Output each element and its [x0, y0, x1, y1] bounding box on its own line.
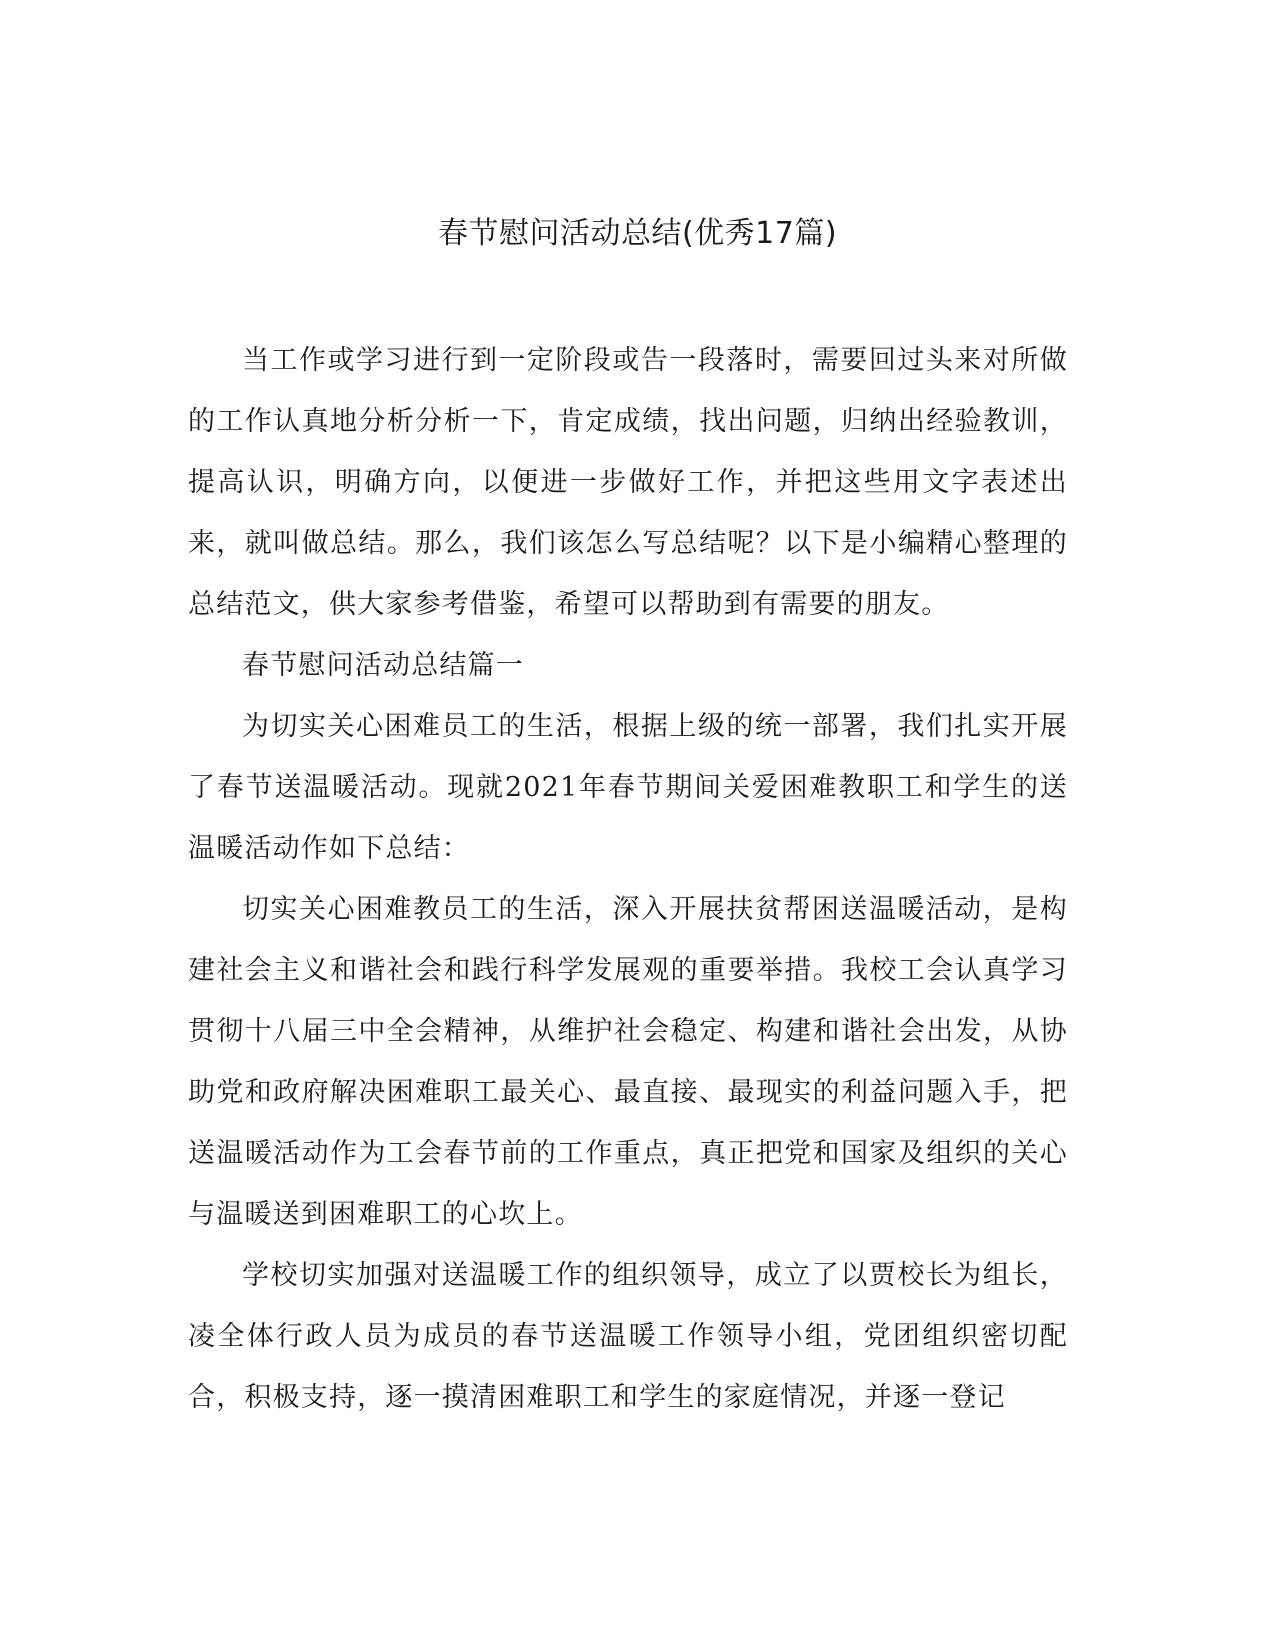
section-heading: 春节慰问活动总结篇一: [242, 650, 524, 681]
body-paragraph: 学校切实加强对送温暖工作的组织领导，成立了以贾校长为组长，凌全体行政人员为成员的春节送温暖工作领导小组，党团组织密切配合，积极支持，逐一摸清困难职工和学生的家庭情况，并逐一登记: [188, 1260, 1068, 1413]
body-paragraph: 为切实关心困难员工的生活，根据上级的统一部署，我们扎实开展了春节送温暖活动。现就2021年春节期间关爱困难教职工和学生的送温暖活动作如下总结：: [188, 711, 1068, 864]
document-body: [188, 330, 1068, 1428]
intro-paragraph: 当工作或学习进行到一定阶段或告一段落时，需要回过头来对所做的工作认真地分析分析一下，肯定成绩，找出问题，归纳出经验教训，提高认识，明确方向，以便进一步做好工作，并把这些用文字表述出来，就叫做总结。那么，我们该怎么写总结呢？以下是小编精心整理的总结范文，供大家参考借鉴，希望可以帮助到有需要的朋友。: [188, 345, 1068, 620]
document-title: 春节慰问活动总结(优秀17篇): [437, 216, 838, 251]
body-paragraph: 切实关心困难教员工的生活，深入开展扶贫帮困送温暖活动，是构建社会主义和谐社会和践行科学发展观的重要举措。我校工会认真学习贯彻十八届三中全会精神，从维护社会稳定、构建和谐社会出发，从协助党和政府解决困难职工最关心、最直接、最现实的利益问题入手，把送温暖活动作为工会春节前的工作重点，真正把党和国家及组织的关心与温暖送到困难职工的心坎上。: [188, 894, 1068, 1230]
